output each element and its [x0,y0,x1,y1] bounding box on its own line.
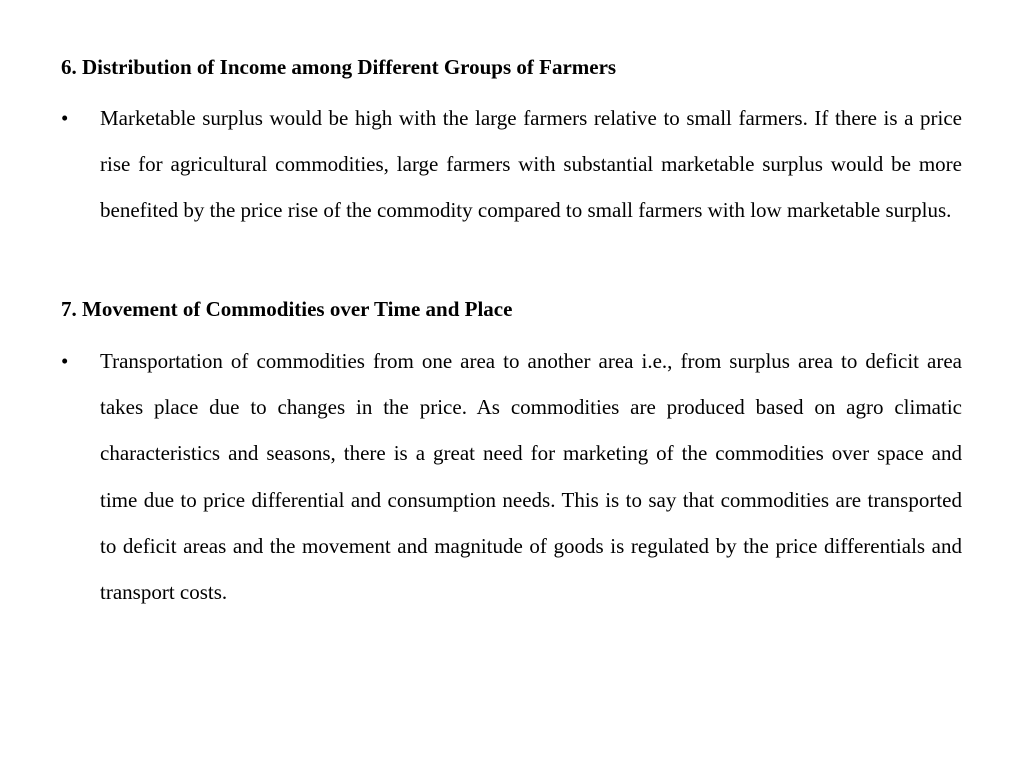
bullet-marker: • [61,349,69,373]
paragraph-transportation-of-commodities: Transportation of commodities from one area to another area i.e., from surplus area to deficit area takes place due to changes in the price. As commodities are produced based on agro climatic characteristics and seasons, there is a great need for marketing of the commodities over space and time due to price differential and consumption needs. This is to say that commodities are transported to deficit areas and the movement and magnitude of goods is regulated by the price differentials and transport costs. [100,349,962,605]
section-heading-movement-of-commodities: 7. Movement of Commodities over Time and Place [61,297,513,321]
section-heading-distribution-of-income: 6. Distribution of Income among Different Groups of Farmers [61,55,617,79]
bullet-marker: • [61,106,69,130]
paragraph-marketable-surplus: Marketable surplus would be high with the large farmers relative to small farmers. If there is a price rise for agricultural commodities, large farmers with substantial marketable surplus would be more benefited by the price rise of the commodity compared to small farmers with low marketable surplus. [100,106,962,223]
